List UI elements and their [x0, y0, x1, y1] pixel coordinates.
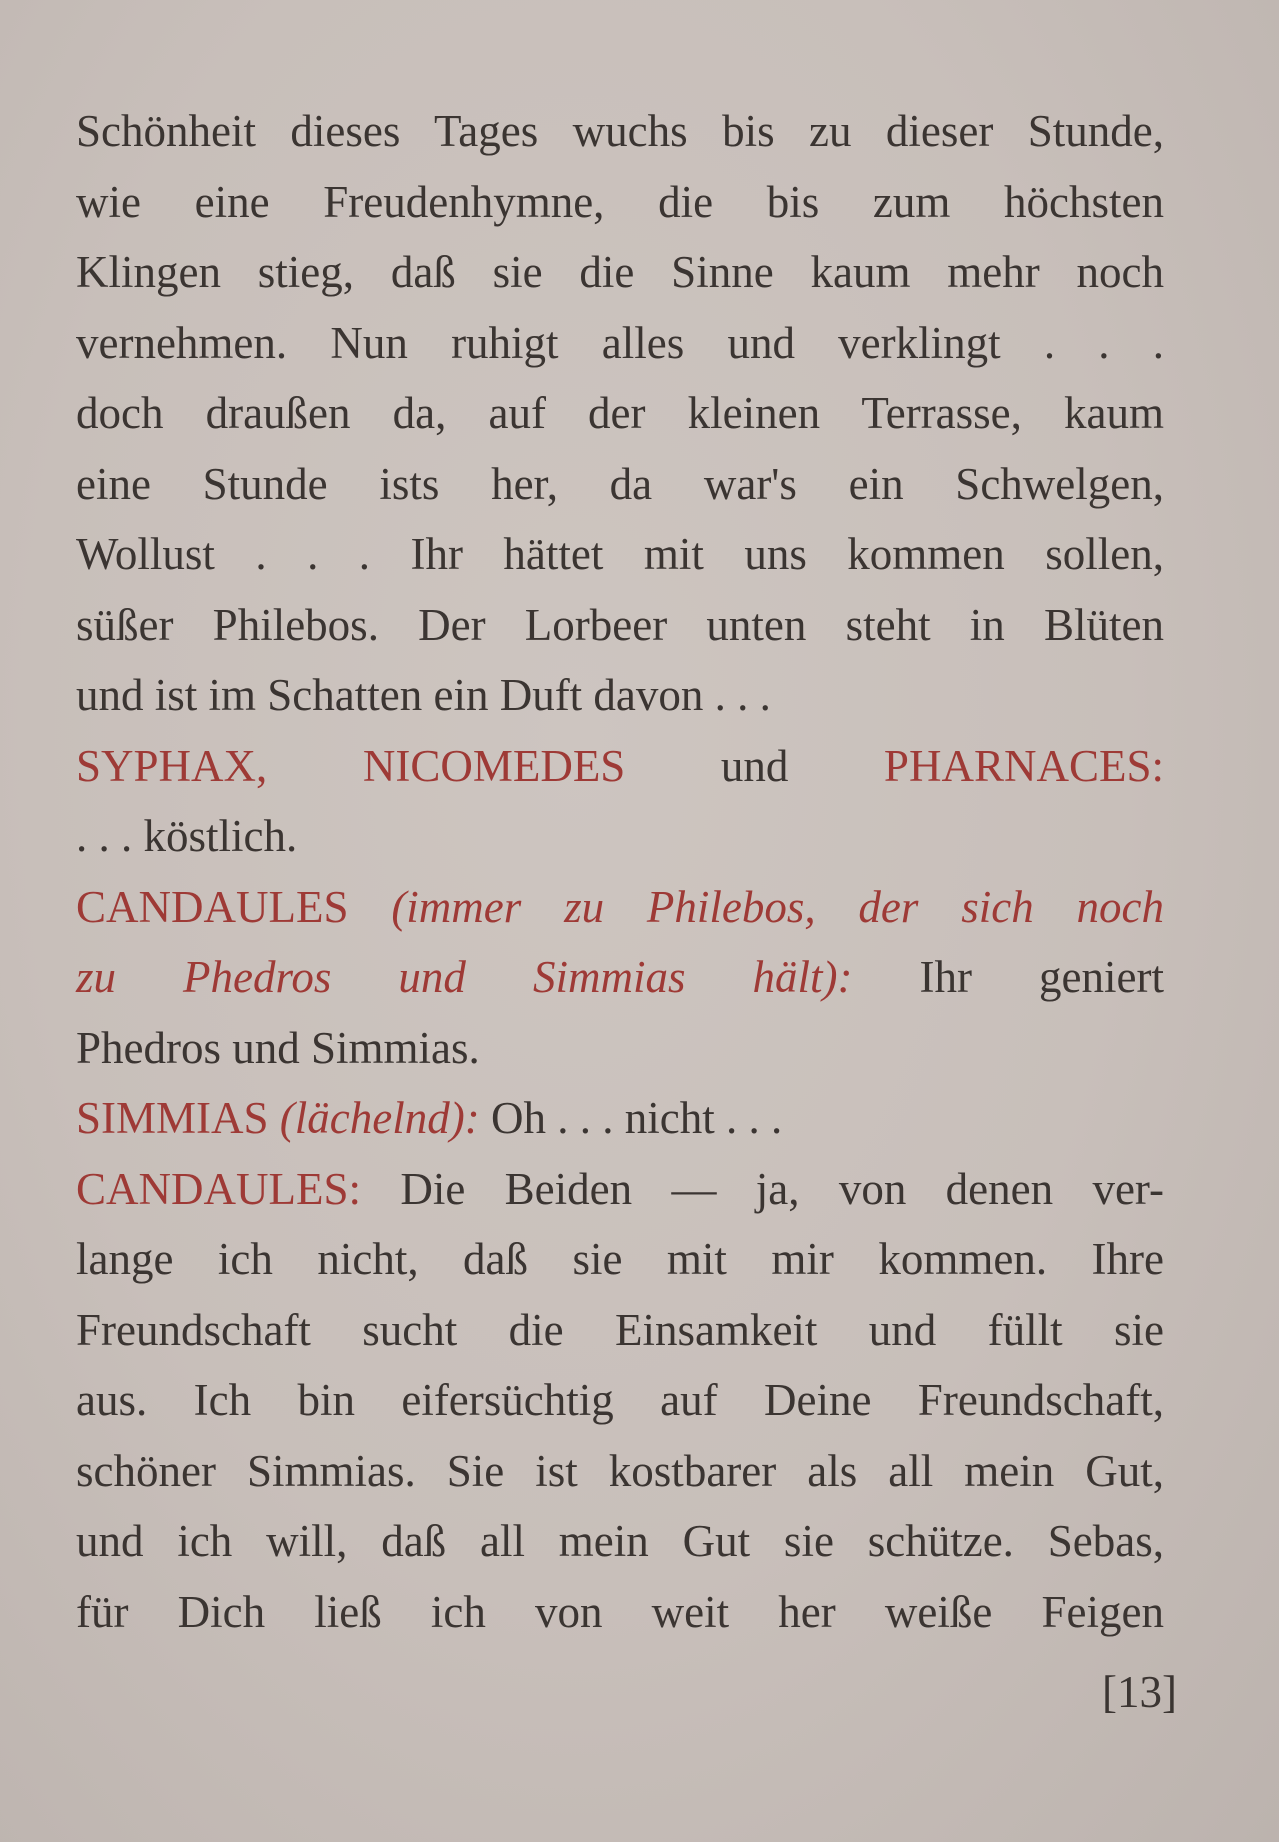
text-line [76, 1224, 1164, 1295]
speaker-line [76, 1083, 1164, 1154]
text-run: wie eine Freudenhymne, die bis zum höchsten [76, 176, 1164, 227]
text-line [76, 378, 1164, 449]
text-run: süßer Philebos. Der Lorbeer unten steht in Blüten [76, 599, 1164, 650]
speaker-name: CANDAULES [76, 881, 392, 932]
text-line [76, 519, 1164, 590]
stage-direction: (lächelnd): [279, 1093, 480, 1143]
text-run: und ist im Schatten ein Duft davon . . . [76, 670, 771, 720]
speaker-name: PHARNACES: [883, 740, 1164, 791]
text-run: . . . köstlich. [76, 811, 298, 861]
text-line [76, 449, 1164, 520]
text-line [76, 167, 1164, 238]
text-run: Wollust . . . Ihr hättet mit uns kommen sollen, [76, 529, 1164, 579]
text-line [76, 942, 1164, 1013]
text-line [76, 96, 1164, 167]
speaker-line [76, 1154, 1164, 1225]
text-run: Freundschaft sucht die Einsamkeit und füllt sie [76, 1304, 1164, 1355]
text-run: schöner Simmias. Sie ist kostbarer als all mein Gut, [76, 1445, 1164, 1496]
stage-direction: (immer zu Philebos, der sich noch [391, 881, 1164, 932]
text-line [76, 1295, 1164, 1366]
page-number: [13] [1102, 1667, 1177, 1717]
speaker-name: CANDAULES: [76, 1163, 362, 1214]
text-line [76, 308, 1164, 379]
text-run: für Dich ließ ich von weit her weiße Feigen [76, 1586, 1164, 1637]
text-line [76, 660, 1164, 731]
text-run: Klingen stieg, daß sie die Sinne kaum mehr noch [76, 247, 1164, 297]
text-run: Schönheit dieses Tages wuchs bis zu dieser Stunde, [76, 106, 1164, 156]
text-line [76, 801, 1164, 872]
speaker-name: SYPHAX, NICOMEDES [76, 740, 626, 791]
text-line [76, 1577, 1164, 1648]
speaker-name: SIMMIAS [76, 1093, 280, 1143]
text-line [76, 1436, 1164, 1507]
text-run: aus. Ich bin eifersüchtig auf Deine Freundschaft, [76, 1375, 1164, 1425]
text-line [76, 1013, 1164, 1084]
text-run: Ihr geniert [852, 952, 1164, 1002]
text-run: vernehmen. Nun ruhigt alles und verklingt . . . [76, 317, 1164, 368]
text-run: und [625, 740, 884, 791]
text-run: doch draußen da, auf der kleinen Terrasse, kaum [76, 388, 1164, 438]
speaker-line [76, 731, 1164, 802]
text-line [76, 237, 1164, 308]
page-text [76, 96, 1164, 1647]
stage-direction: zu Phedros und Simmias hält): [76, 952, 853, 1002]
text-run: lange ich nicht, daß sie mit mir kommen. Ihre [76, 1234, 1164, 1284]
speaker-line [76, 872, 1164, 943]
text-run: Die Beiden — ja, von denen ver- [361, 1163, 1164, 1214]
text-line [76, 1365, 1164, 1436]
text-run: Phedros und Simmias. [76, 1022, 480, 1073]
text-run: und ich will, daß all mein Gut sie schütze. Sebas, [76, 1516, 1164, 1566]
text-run: Oh . . . nicht . . . [479, 1093, 783, 1143]
text-line [76, 1506, 1164, 1577]
text-run: eine Stunde ists her, da war's ein Schwelgen, [76, 458, 1164, 509]
text-line [76, 590, 1164, 661]
